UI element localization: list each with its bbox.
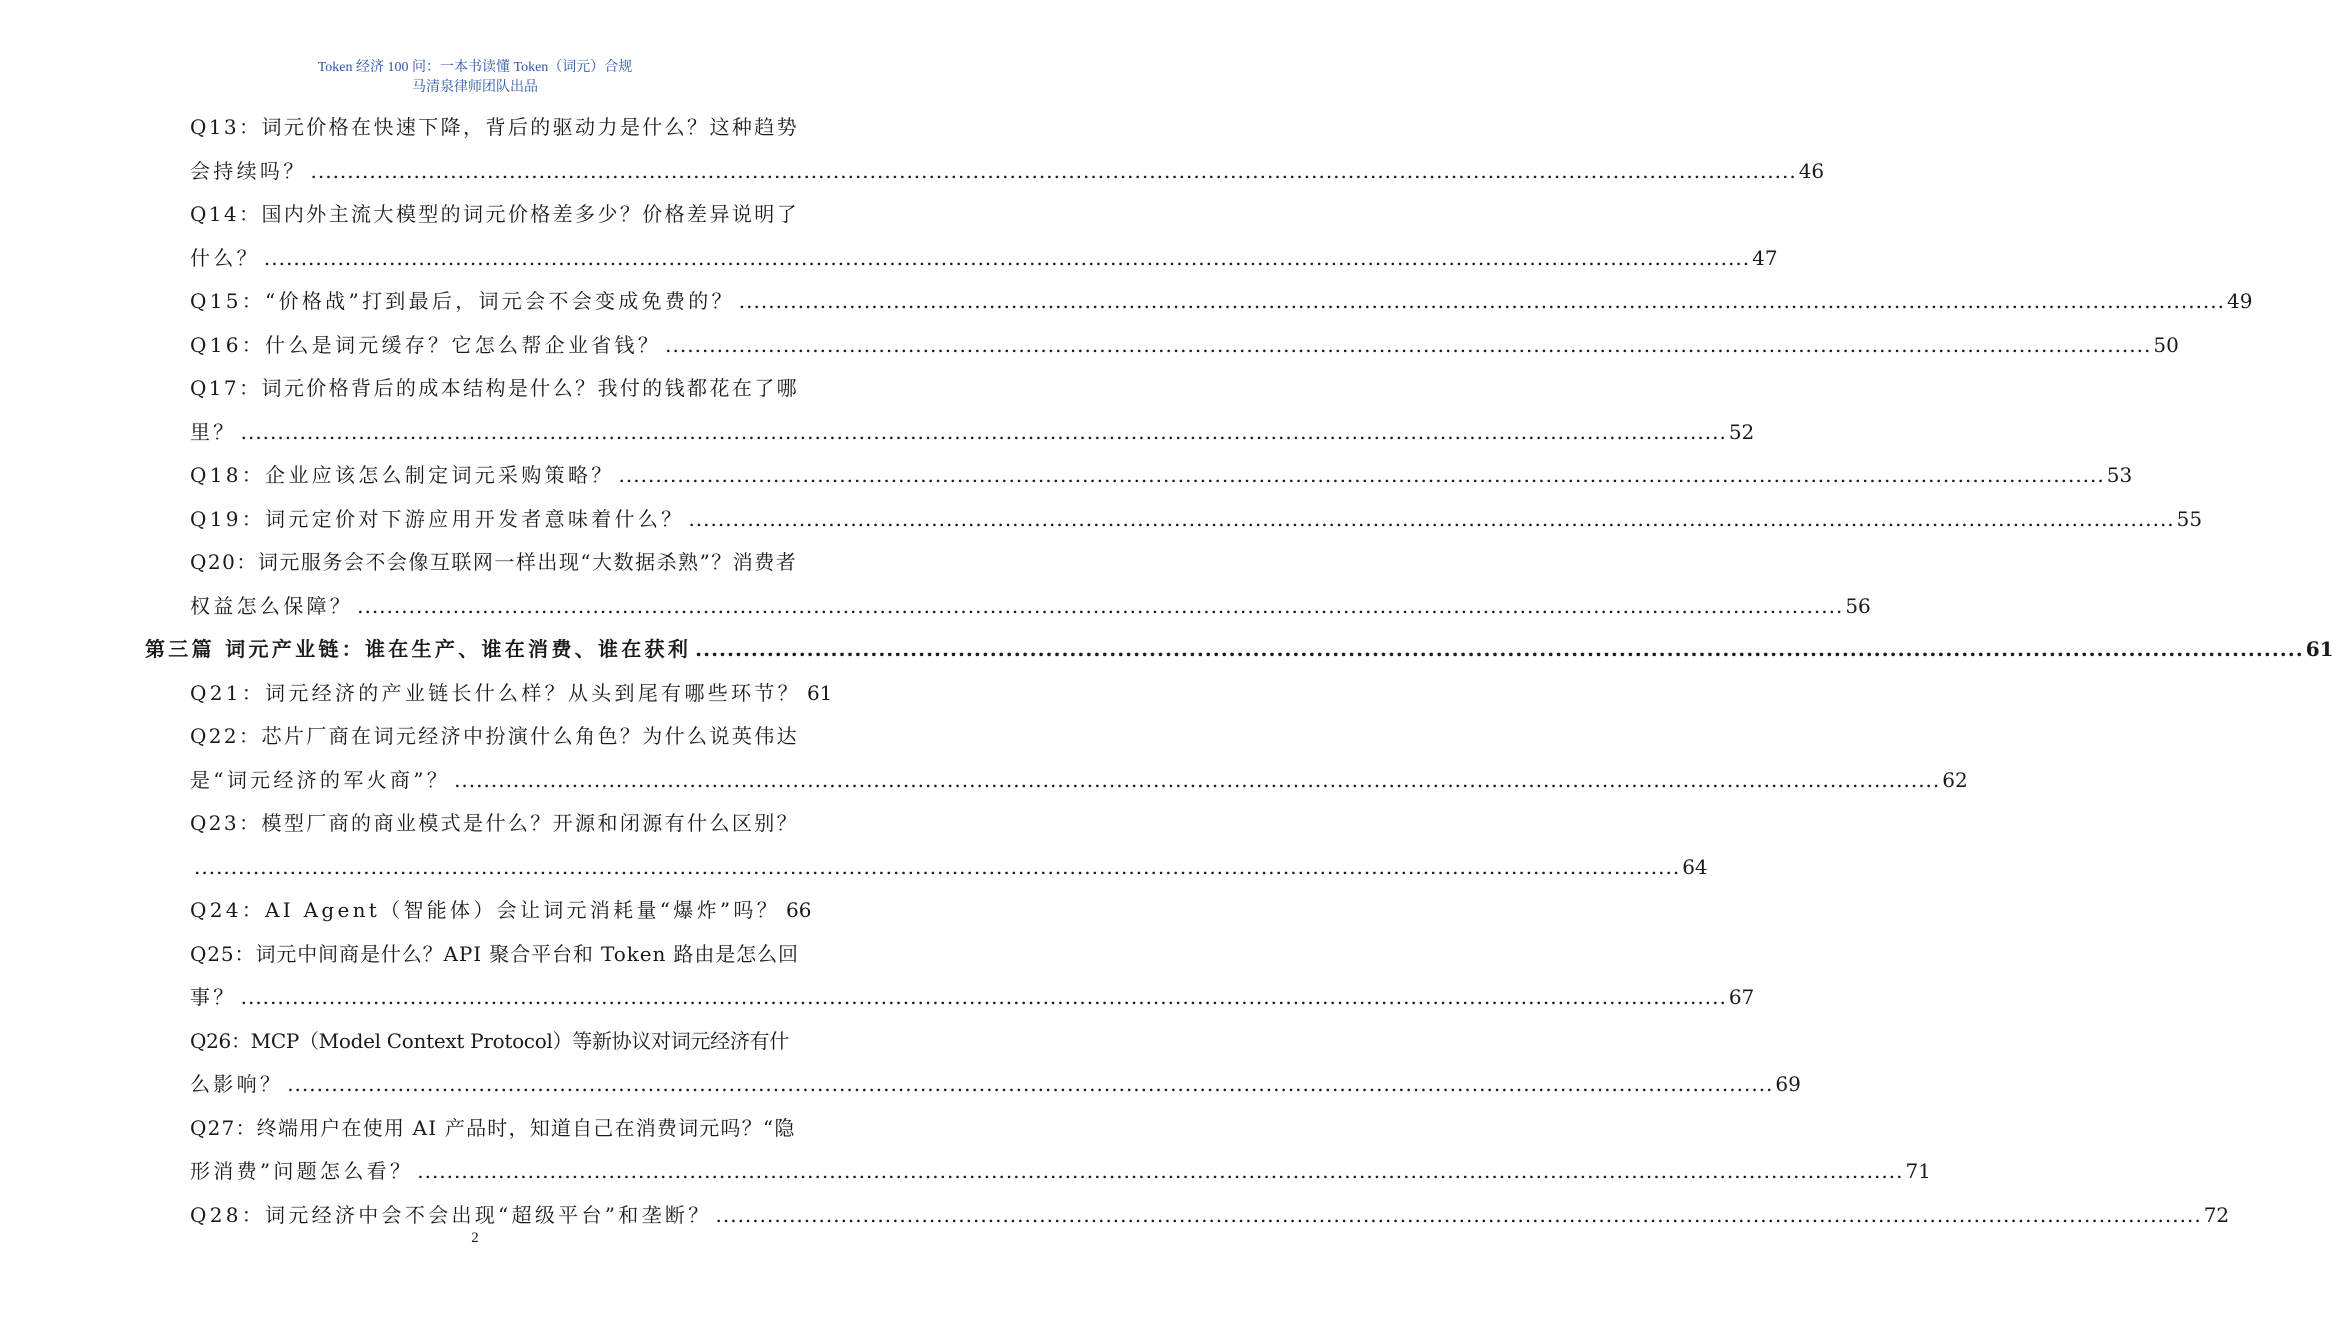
toc-entry[interactable] — [190, 367, 1755, 454]
toc-page-number: 67 — [1728, 985, 1755, 1009]
header-publisher: 马清泉律师团队出品 — [412, 80, 538, 95]
toc-entry-title-line2: 什么？ — [190, 245, 260, 270]
page-header — [0, 58, 950, 98]
toc-dot-leader: .......................................................................................................................................................................................................... — [665, 332, 2152, 357]
toc-entry[interactable] — [190, 324, 2179, 368]
toc-dot-leader: .......................................................................................................................................................................................................... — [417, 1159, 1904, 1183]
toc-entry[interactable] — [190, 1107, 1931, 1194]
toc-page-number: 52 — [1728, 419, 1755, 444]
toc-section-entry[interactable] — [145, 628, 2334, 672]
toc-entry-title-line1: Q13：词元价格在快速下降，背后的驱动力是什么？这种趋势 — [190, 115, 800, 139]
toc-page-number: 69 — [1775, 1072, 1801, 1096]
toc-page-number: 55 — [2176, 506, 2203, 531]
page-number: 2 — [471, 1230, 479, 1246]
toc-page-number: 50 — [2153, 332, 2179, 357]
toc-entry-title: Q28：词元经济中会不会出现“超级平台”和垄断？ — [190, 1202, 712, 1227]
header-book-title: Token 经济 100 问：一本书读懂 Token（词元）合规 — [317, 60, 633, 75]
toc-entry-title-line2: 么影响？ — [190, 1072, 284, 1096]
toc-dot-leader: .......................................................................................................................................................................................................... — [263, 245, 1751, 270]
toc-dot-leader: .......................................................................................................................................................................................................... — [738, 289, 2225, 313]
toc-entry-title-line1: Q17：词元价格背后的成本结构是什么？我付的钱都花在了哪 — [190, 376, 800, 400]
toc-entry[interactable] — [190, 541, 1871, 628]
toc-entry-title-line1: Q20：词元服务会不会像互联网一样出现“大数据杀熟”？消费者 — [190, 550, 798, 574]
toc-entry-title: Q15：“价格战”打到最后，词元会不会变成免费的？ — [190, 289, 735, 313]
toc-page-number: 46 — [1798, 158, 1825, 183]
toc-dot-leader: .......................................................................................................................................................................................................... — [688, 506, 2175, 531]
toc-page-number: 53 — [2106, 463, 2133, 487]
toc-dot-leader: .......................................................................................................................................................................................................... — [310, 158, 1797, 183]
toc-entry[interactable] — [190, 1020, 1801, 1107]
toc-entry[interactable] — [190, 106, 1825, 193]
toc-entry-title-line1: Q25：词元中间商是什么？API 聚合平台和 Token 路由是怎么回 — [190, 941, 799, 966]
toc-entry-title: Q19：词元定价对下游应用开发者意味着什么？ — [190, 506, 685, 531]
toc-entry-title-line2: 是“词元经济的军火商”？ — [190, 767, 451, 792]
toc-page-number: 61 — [806, 680, 833, 705]
toc-entry[interactable] — [190, 193, 1778, 280]
toc-dot-leader: .......................................................................................................................................................................................................... — [357, 593, 1844, 618]
toc-entry-title-line2: 事？ — [190, 985, 237, 1009]
toc-entry-title-line1: Q23：模型厂商的商业模式是什么？开源和闭源有什么区别？ — [190, 811, 800, 835]
toc-entry-title-line1: Q26：MCP（Model Context Protocol）等新协议对词元经济有什 — [190, 1028, 789, 1053]
toc-entry[interactable] — [190, 280, 2253, 324]
toc-entry-title-line1: Q14：国内外主流大模型的词元价格差多少？价格差异说明了 — [190, 202, 800, 226]
toc-page-number: 56 — [1845, 593, 1871, 618]
toc-entry-title-line2: 里？ — [190, 419, 237, 444]
toc-dot-leader: .......................................................................................................................................................................................................... — [240, 419, 1727, 444]
toc-entry-title-line1: Q22：芯片厂商在词元经济中扮演什么角色？为什么说英伟达 — [190, 724, 800, 748]
toc-page-number: 71 — [1905, 1159, 1931, 1183]
table-of-contents — [0, 106, 2334, 1237]
toc-dot-leader: .......................................................................................................................................................................................................... — [454, 767, 1941, 792]
toc-entry-title: Q21：词元经济的产业链长什么样？从头到尾有哪些环节？ — [190, 680, 801, 705]
toc-page-number: 49 — [2227, 289, 2253, 313]
toc-entry[interactable] — [190, 715, 1968, 802]
toc-page-number: 62 — [1942, 767, 1968, 792]
toc-entry[interactable] — [190, 454, 2133, 498]
toc-entry-title-line2: 形消费”问题怎么看？ — [190, 1159, 414, 1183]
toc-dot-leader: .......................................................................................................................................................................................................... — [240, 985, 1727, 1009]
toc-page-number: 66 — [786, 898, 812, 922]
toc-page-number: 64 — [1682, 854, 1708, 879]
toc-entry[interactable] — [190, 498, 2203, 542]
toc-dot-leader: .......................................................................................................................................................................................................... — [618, 463, 2105, 487]
toc-entry[interactable] — [190, 889, 812, 933]
toc-page-number: 47 — [1752, 245, 1778, 270]
toc-page-number: 72 — [2203, 1202, 2230, 1227]
toc-entry-title: Q18：企业应该怎么制定词元采购策略？ — [190, 463, 615, 487]
toc-dot-leader: .......................................................................................................................................................................................................... — [715, 1202, 2202, 1227]
toc-page-number: 61 — [2305, 637, 2334, 661]
toc-entry[interactable] — [190, 802, 1708, 889]
toc-dot-leader: .......................................................................................................................................................................................................... — [194, 854, 1681, 879]
toc-dot-leader: .......................................................................................................................................................................................................... — [287, 1072, 1774, 1096]
toc-entry[interactable] — [190, 933, 1755, 1020]
toc-entry-title-line2: 权益怎么保障？ — [190, 593, 354, 618]
toc-entry-title: Q16：什么是词元缓存？它怎么帮企业省钱？ — [190, 332, 662, 357]
toc-entry-title-line1: Q27：终端用户在使用 AI 产品时，知道自己在消费词元吗？“隐 — [190, 1115, 796, 1140]
toc-entry-title-line2: 会持续吗？ — [190, 158, 307, 183]
toc-entry[interactable] — [190, 672, 833, 716]
toc-entry-title: Q24：AI Agent（智能体）会让词元消耗量“爆炸”吗？ — [190, 898, 780, 922]
toc-entry-title: 第三篇 词元产业链：谁在生产、谁在消费、谁在获利 — [145, 637, 692, 661]
toc-dot-leader: .......................................................................................................................................................................................................... — [695, 637, 2304, 661]
